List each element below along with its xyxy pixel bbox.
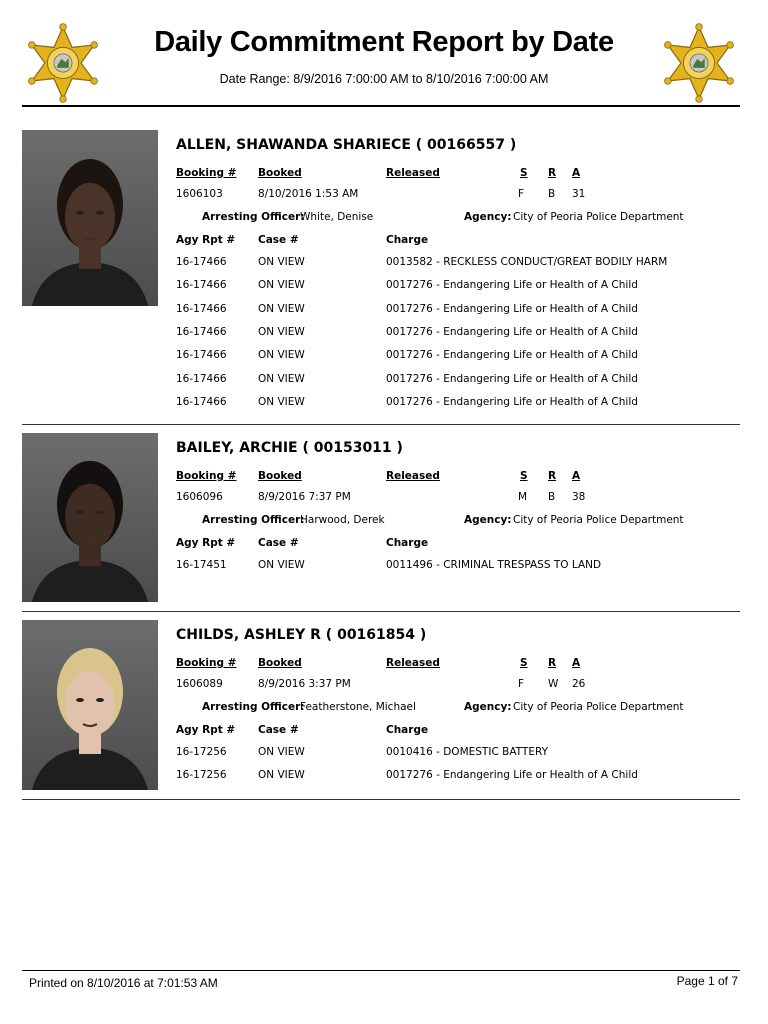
agency-name: City of Peoria Police Department: [513, 514, 684, 526]
agency-report-number: 16-17466: [176, 302, 227, 315]
charge-description: 0017276 - Endangering Life or Health of A Child: [386, 349, 638, 362]
race-value: B: [548, 491, 556, 503]
agency-report-header: Agy Rpt #: [176, 724, 236, 736]
agency-report-header: Agy Rpt #: [176, 234, 236, 246]
case-number-header: Case #: [258, 234, 299, 246]
agency-report-number: 16-17256: [176, 746, 227, 758]
case-number-header: Case #: [258, 537, 299, 549]
agency-label: Agency:: [464, 211, 512, 223]
page-title: Daily Commitment Report by Date: [154, 26, 614, 58]
booking-number-header: Booking #: [176, 167, 237, 179]
record-divider: [22, 799, 740, 800]
booking-number: 1606089: [176, 678, 223, 690]
charge-header: Charge: [386, 537, 429, 549]
agency-report-number: 16-17466: [176, 325, 227, 338]
footer-divider: [22, 970, 740, 971]
booked-datetime: 8/9/2016 7:37 PM: [258, 491, 351, 503]
header-divider: [22, 105, 740, 107]
age-value: 38: [572, 491, 586, 503]
case-number: ON VIEW: [258, 325, 305, 338]
booking-photo: [22, 130, 158, 306]
sex-value: M: [518, 491, 528, 503]
printed-timestamp: Printed on 8/10/2016 at 7:01:53 AM: [29, 976, 218, 990]
agency-report-number: 16-17466: [176, 349, 227, 362]
booking-number: 1606103: [176, 188, 223, 200]
sex-value: F: [518, 678, 525, 690]
agency-report-header: Agy Rpt #: [176, 537, 236, 549]
booked-header: Booked: [258, 657, 302, 669]
record-divider: [22, 611, 740, 612]
charge-description: 0013582 - RECKLESS CONDUCT/GREAT BODILY HARM: [386, 256, 668, 268]
agency-label: Agency:: [464, 701, 512, 713]
released-header: Released: [386, 167, 440, 179]
arresting-officer-label: Arresting Officer:: [202, 514, 305, 526]
agency-report-number: 16-17256: [176, 769, 227, 782]
inmate-record: [22, 620, 740, 799]
agency-report-number: 16-17466: [176, 372, 227, 385]
case-number: ON VIEW: [258, 256, 305, 268]
case-number: ON VIEW: [258, 302, 305, 315]
case-number-header: Case #: [258, 724, 299, 736]
age-value: 31: [572, 188, 586, 200]
inmate-name: CHILDS, ASHLEY R ( 00161854 ): [176, 627, 427, 643]
inmate-record: [22, 433, 740, 611]
booking-number-header: Booking #: [176, 470, 237, 482]
race-header: R: [548, 470, 557, 482]
sex-header: S: [520, 657, 528, 669]
case-number: ON VIEW: [258, 279, 305, 292]
charge-description: 0011496 - CRIMINAL TRESPASS TO LAND: [386, 559, 602, 571]
sex-header: S: [520, 167, 528, 179]
sex-value: F: [518, 188, 525, 200]
charge-header: Charge: [386, 724, 429, 736]
booked-datetime: 8/10/2016 1:53 AM: [258, 188, 359, 200]
charge-description: 0017276 - Endangering Life or Health of A Child: [386, 279, 638, 292]
inmate-name: BAILEY, ARCHIE ( 00153011 ): [176, 440, 403, 456]
agency-name: City of Peoria Police Department: [513, 211, 684, 223]
inmate-name: ALLEN, SHAWANDA SHARIECE ( 00166557 ): [176, 137, 517, 153]
charge-description: 0017276 - Endangering Life or Health of A Child: [386, 325, 638, 338]
age-header: A: [572, 657, 581, 669]
race-header: R: [548, 657, 557, 669]
charge-description: 0017276 - Endangering Life or Health of A Child: [386, 302, 638, 315]
released-header: Released: [386, 657, 440, 669]
case-number: ON VIEW: [258, 349, 305, 362]
race-value: B: [548, 188, 556, 200]
arresting-officer-name: Featherstone, Michael: [300, 701, 416, 713]
case-number: ON VIEW: [258, 395, 305, 408]
booked-header: Booked: [258, 167, 302, 179]
arresting-officer-label: Arresting Officer:: [202, 211, 305, 223]
arresting-officer-label: Arresting Officer:: [202, 701, 305, 713]
race-header: R: [548, 167, 557, 179]
charge-description: 0017276 - Endangering Life or Health of A Child: [386, 769, 638, 782]
charge-description: 0010416 - DOMESTIC BATTERY: [386, 746, 549, 758]
released-header: Released: [386, 470, 440, 482]
arresting-officer-name: Harwood, Derek: [300, 514, 385, 526]
race-value: W: [548, 678, 559, 690]
age-header: A: [572, 470, 581, 482]
case-number: ON VIEW: [258, 746, 305, 758]
date-range: Date Range: 8/9/2016 7:00:00 AM to 8/10/2016 7:00:00 AM: [219, 72, 549, 86]
booking-photo: [22, 433, 158, 602]
arresting-officer-name: White, Denise: [300, 211, 374, 223]
charge-description: 0017276 - Endangering Life or Health of A Child: [386, 395, 638, 408]
charge-description: 0017276 - Endangering Life or Health of A Child: [386, 372, 638, 385]
booking-number: 1606096: [176, 491, 223, 503]
page-number: Page 1 of 7: [676, 974, 738, 988]
age-value: 26: [572, 678, 586, 690]
case-number: ON VIEW: [258, 559, 305, 571]
agency-name: City of Peoria Police Department: [513, 701, 684, 713]
agency-report-number: 16-17466: [176, 395, 227, 408]
sex-header: S: [520, 470, 528, 482]
charge-header: Charge: [386, 234, 429, 246]
agency-report-number: 16-17466: [176, 279, 227, 292]
case-number: ON VIEW: [258, 769, 305, 782]
case-number: ON VIEW: [258, 372, 305, 385]
booking-number-header: Booking #: [176, 657, 237, 669]
booking-photo: [22, 620, 158, 790]
age-header: A: [572, 167, 581, 179]
agency-label: Agency:: [464, 514, 512, 526]
booked-datetime: 8/9/2016 3:37 PM: [258, 678, 351, 690]
agency-report-number: 16-17451: [176, 559, 227, 571]
inmate-record: [22, 130, 740, 424]
booked-header: Booked: [258, 470, 302, 482]
record-divider: [22, 424, 740, 425]
agency-report-number: 16-17466: [176, 256, 227, 268]
